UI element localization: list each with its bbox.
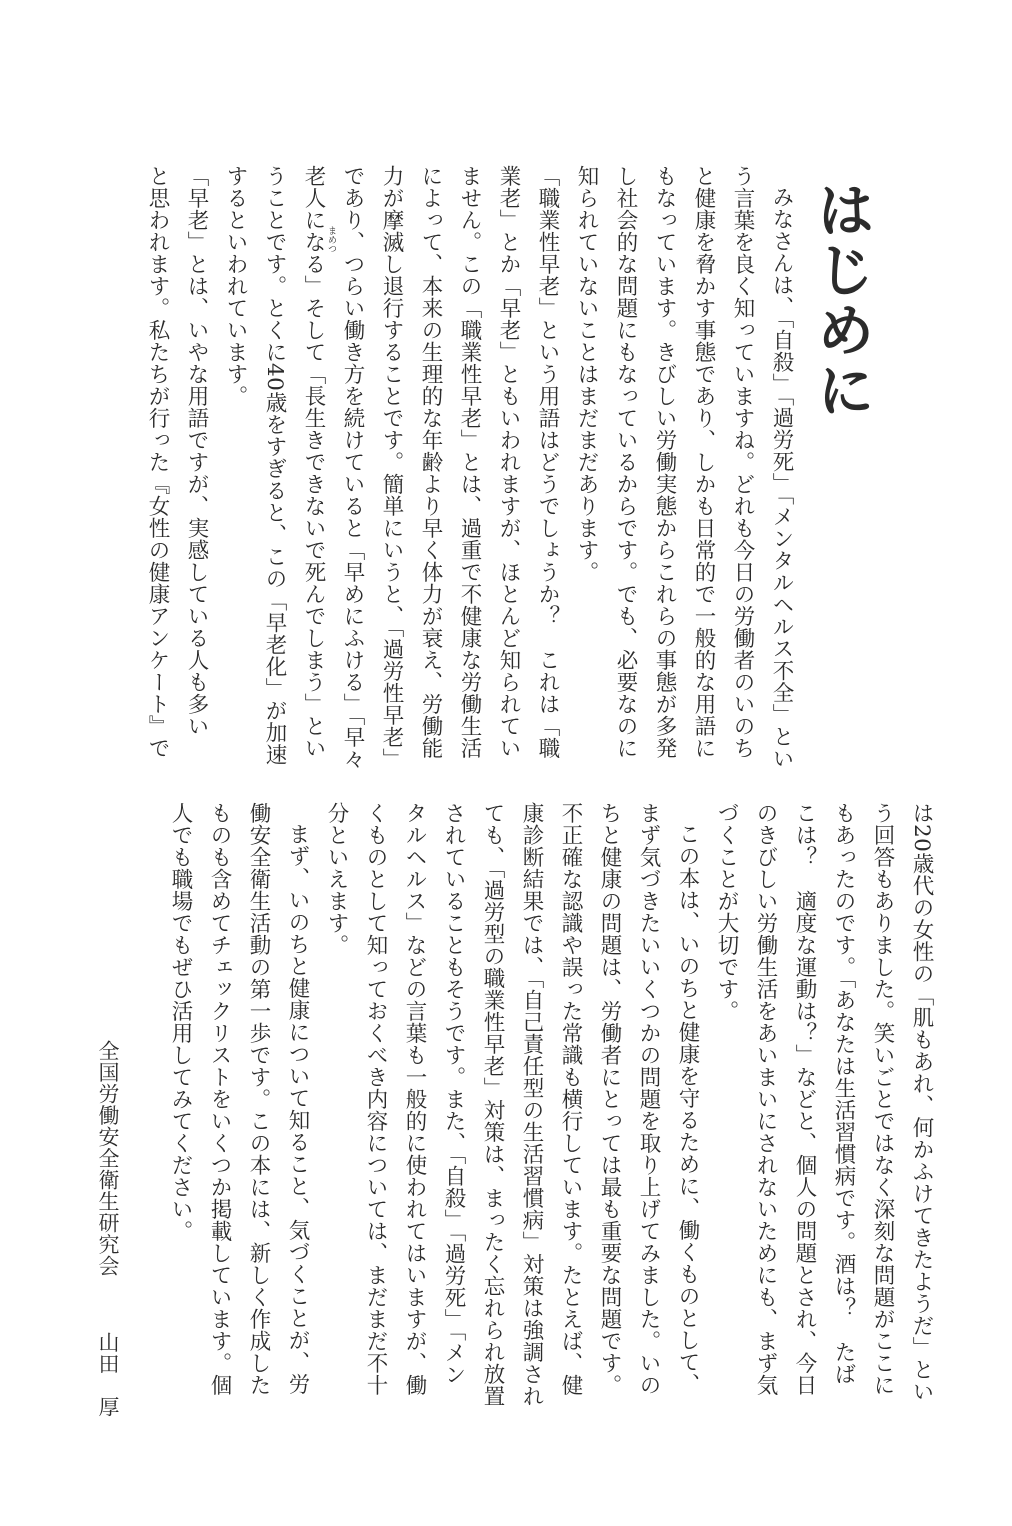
text-column: まず、いのちと健康について知ること、気づくことが、労 bbox=[285, 823, 310, 1395]
text-column: ません。この「職業性早老」とは、過重で不健康な労働生活 bbox=[457, 165, 482, 759]
text-column: し社会的な問題にもなっているからです。でも、必要なのに bbox=[613, 165, 638, 759]
text-column: 老人になる」そして「長生きできないで死んでしまう」とい bbox=[301, 165, 326, 759]
text-column: ちと健康の問題は、労働者にとっては最も重要な問題です。 bbox=[597, 802, 622, 1396]
text-column: によって、本来の生理的な年齢より早く体力が衰え、労働能 bbox=[418, 165, 443, 759]
text-column: 働安全衛生活動の第一歩です。この本には、新しく作成した bbox=[246, 802, 271, 1396]
text-column: は20歳代の女性の「肌もあれ、何かふけてきたようだ」とい bbox=[909, 802, 934, 1403]
text-column: もあったのです。「あなたは生活習慣病です。酒は？ たば bbox=[831, 802, 856, 1386]
text-column: この本は、いのちと健康を守るために、働くものとして、 bbox=[675, 823, 700, 1395]
text-column: みなさんは、「自殺」「過労死」「メンタルヘルス不全」とい bbox=[769, 186, 794, 770]
text-column: 知られていないことはまだまだあります。 bbox=[574, 165, 599, 583]
text-column: 力が摩滅し退行することです。簡単にいうと、「過労性早老」 bbox=[379, 165, 404, 771]
text-block-upper bbox=[95, 165, 795, 795]
text-column: ものも含めてチェックリストをいくつか掲載しています。個 bbox=[207, 802, 232, 1396]
text-column: まず気づきたいいくつかの問題を取り上げてみました。いの bbox=[636, 802, 661, 1396]
text-column: と思われます。私たちが行った『女性の健康アンケート』で bbox=[145, 165, 170, 759]
text-column: するといわれています。 bbox=[223, 165, 248, 407]
text-column: 「職業性早老」という用語はどうでしょうか？ これは「職 bbox=[535, 165, 560, 759]
text-column: こは？ 適度な運動は？」などと、個人の問題とされ、今日 bbox=[792, 802, 817, 1396]
text-column: うことです。とくに40歳をすぎると、この「早老化」が加速 bbox=[262, 165, 287, 766]
text-column: 不正確な認識や誤った常識も横行しています。たとえば、健 bbox=[558, 802, 583, 1396]
text-column: くものとして知っておくべき内容については、まだまだ不十 bbox=[363, 802, 388, 1396]
text-column: う言葉を良く知っていますね。どれも今日の労働者のいのち bbox=[730, 165, 755, 759]
page-title: はじめに bbox=[807, 180, 875, 420]
text-column: と健康を脅かす事態であり、しかも日常的で一般的な用語に bbox=[691, 165, 716, 759]
text-column: タルヘルス」などの言葉も一般的に使われてはいますが、働 bbox=[402, 802, 427, 1396]
text-column: 康診断結果では、「自己責任型の生活習慣病」対策は強調され bbox=[519, 802, 544, 1408]
text-column: 業老」とか「早老」ともいわれますが、ほとんど知られてい bbox=[496, 165, 521, 759]
text-column: もなっています。きびしい労働実態からこれらの事態が多発 bbox=[652, 165, 677, 759]
furigana-mametsu: まめつ bbox=[326, 226, 336, 253]
signature-org: 全国労働安全衛生研究会 bbox=[96, 1040, 120, 1277]
text-column: 分といえます。 bbox=[324, 802, 349, 956]
text-column: されていることもそうです。また、「自殺」「過労死」「メン bbox=[441, 802, 466, 1386]
text-block-lower bbox=[168, 802, 935, 1482]
text-column: ても、「過労型の職業性早老」対策は、まったく忘れられ放置 bbox=[480, 802, 505, 1408]
text-column: のきびしい労働生活をあいまいにされないためにも、まず気 bbox=[753, 802, 778, 1396]
text-column: う回答もありました。笑いごとではなく深刻な問題がここに bbox=[870, 802, 895, 1396]
signature-name: 山田 厚 bbox=[96, 1331, 120, 1418]
text-column: 人でも職場でもぜひ活用してみてください。 bbox=[168, 802, 193, 1242]
text-column: づくことが大切です。 bbox=[714, 802, 739, 1022]
signature bbox=[94, 1040, 122, 1440]
text-column: であり、つらい働き方を続けていると「早めにふける」「早々 bbox=[340, 165, 365, 771]
text-column: 「早老」とは、いやな用語ですが、実感している人も多い bbox=[184, 165, 209, 737]
